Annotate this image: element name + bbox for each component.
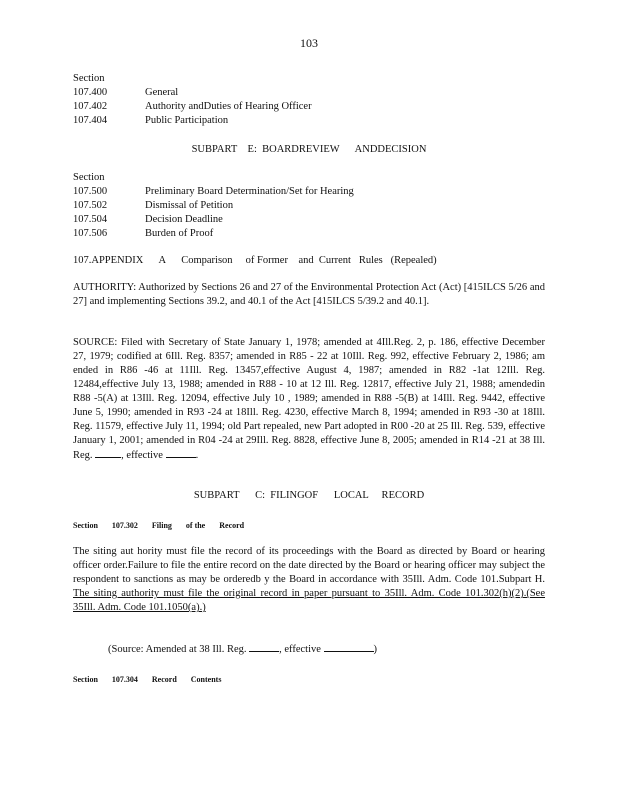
blank-line: [166, 448, 196, 458]
source-paragraph: [73, 336, 545, 463]
blank-line: [249, 642, 279, 652]
blank-line: [95, 448, 121, 458]
toc-header: Section: [73, 73, 105, 84]
section-107-302-heading: Section 107.302 Filing of the Record: [73, 521, 245, 530]
toc-header: Section: [73, 172, 105, 183]
toc-row: 107.404 Public Participation: [73, 115, 229, 126]
toc-row: 107.402 Authority andDuties of Hearing Officer: [73, 101, 312, 112]
appendix-line: 107.APPENDIX A Comparison of Former and Current Rules (Repealed): [73, 255, 437, 266]
amended-text: The siting authority must file the original record in paper pursuant to 35Ill. Adm. Code 101.302(h)(2).(See 35Ill. Adm. Code 101.1050(a).): [73, 588, 545, 613]
section-107-302-text: [73, 545, 545, 615]
toc-row: 107.506 Burden of Proof: [73, 228, 214, 239]
subpart-e-heading: SUBPART E: BOARDREVIEW ANDDECISION: [191, 144, 427, 155]
source-text: SOURCE: Filed with Secretary of State January 1, 1978; amended at 4Ill.Reg. 2, p. 186, effective December 27, 1979; codified at 6Ill. Reg. 8357; amended in R85 - 22 at 10Ill. Reg. 992, effective February 2, 1986; am ended in R86 -46 at 11Ill. Reg. 13457,effective August 4, 1987; amended in R82 -1at 12Ill. Reg. 12484,effective July 13, 1988; amended in R88 - 10 at 12 Ill. Reg. 12817, effective July 21, 1988; amendedin R88 -5(A) at 13Ill. Reg. 12094, effective July 10 , 1989; amended in R88 -5(B) at 14Ill. Reg. 9442, effective June 5, 1990; amended in R93 -24 at 18Ill. Reg. 4230, effective March 8, 1994; amended in R93 -30 at 18Ill. Reg. 11579, effective July 11, 1994; old Part repealed, new Part adopted in R00 -20 at 25 Ill. Reg. 539, effective January 1, 2001; amended in R04 -24 at 29Ill. Reg. 8828, effective June 8, 2005; amended in R14 -21 at 38 Ill. Reg.: [73, 337, 545, 461]
toc-general: [73, 72, 545, 128]
page-number: 103: [300, 36, 318, 50]
source-effective: , effective: [121, 450, 163, 461]
toc-row: 107.500 Preliminary Board Determination/Set for Hearing: [73, 186, 354, 197]
paragraph-text: The siting aut hority must file the record of its proceedings with the Board as directed by Board or hearing officer order.Failure to file the entire record on the date directed by the Board or hearing officer may subject the respondent to sanctions as may be orderedb y the Board in accordance with 35Ill. Adm. Code 101.Subpart H.: [73, 546, 545, 585]
toc-row: 107.502 Dismissal of Petition: [73, 200, 234, 211]
subpart-c-heading: SUBPART C: FILINGOF LOCAL RECORD: [193, 490, 425, 501]
toc-board-review: [73, 171, 545, 241]
amendment-note: (Source: Amended at 38 Ill. Reg. , effective ): [108, 644, 378, 655]
section-107-304-heading: Section 107.304 Record Contents: [73, 675, 222, 684]
authority-paragraph: AUTHORITY: Authorized by Sections 26 and 27 of the Environmental Protection Act (Act) [415ILCS 5/26 and 27] and implementing Sections 39.2, and 40.1 of the Act [415ILCS 5/39.2 and 40.1].: [73, 282, 545, 307]
blank-line: [324, 642, 374, 652]
toc-row: 107.400 General: [73, 87, 179, 98]
source-end: .: [195, 450, 199, 461]
toc-row: 107.504 Decision Deadline: [73, 214, 223, 225]
